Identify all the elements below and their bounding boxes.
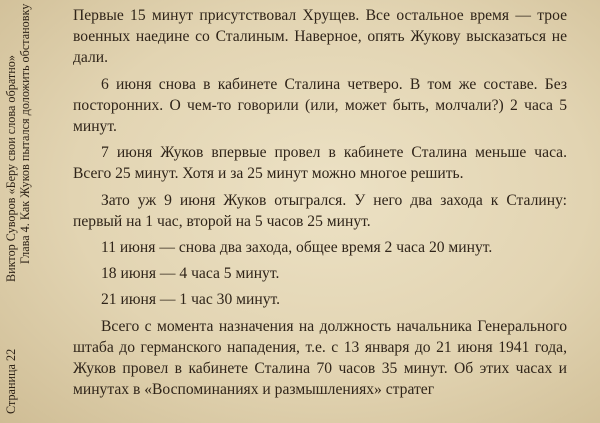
page-margin-sidebar <box>0 0 62 423</box>
paragraph: 21 июня — 1 час 30 минут. <box>101 291 281 309</box>
running-header <box>4 4 32 414</box>
paragraph: 7 июня Жуков впервые провел в кабинете Сталина меньше часа. Всего 25 минут. Хотя и за 25 минут можно многое решить. <box>73 144 567 183</box>
paragraph: 18 июня — 4 часа 5 минут. <box>101 265 280 283</box>
paragraph: Всего с момента назначения на должность начальника Генерального штаба до германского нападения, т.е. с 13 января до 21 июня 1941 года, Жуков провел в кабинете Сталина 70 часов 35 минут. Об этих часах и минутах в «Воспоминаниях и размышлениях» стратег <box>73 317 567 399</box>
paragraph: 11 июня — снова два захода, общее время 2 часа 20 минут. <box>101 239 493 257</box>
paragraph: 6 июня снова в кабинете Сталина четверо. В том же составе. Без посторонних. О чем-то говорили (или, может быть, молчали?) 2 часа 5 минут. <box>73 75 567 136</box>
paragraph: Зато уж 9 июня Жуков отыгрался. У него два захода к Сталину: первый на 1 час, второй на 5 часов 25 минут. <box>73 191 567 230</box>
paragraph: Первые 15 минут присутствовал Хрущев. Все остальное время — трое военных наедине со Сталиным. Наверное, опять Жукову высказаться не дали. <box>73 7 567 67</box>
chapter-title: Глава 4. Как Жуков пытался доложить обстановку <box>18 3 32 264</box>
page-body <box>73 5 567 405</box>
page-number: Страница 22 <box>4 348 18 414</box>
book-title: Виктор Суворов «Беру свои слова обратно» <box>4 55 18 282</box>
